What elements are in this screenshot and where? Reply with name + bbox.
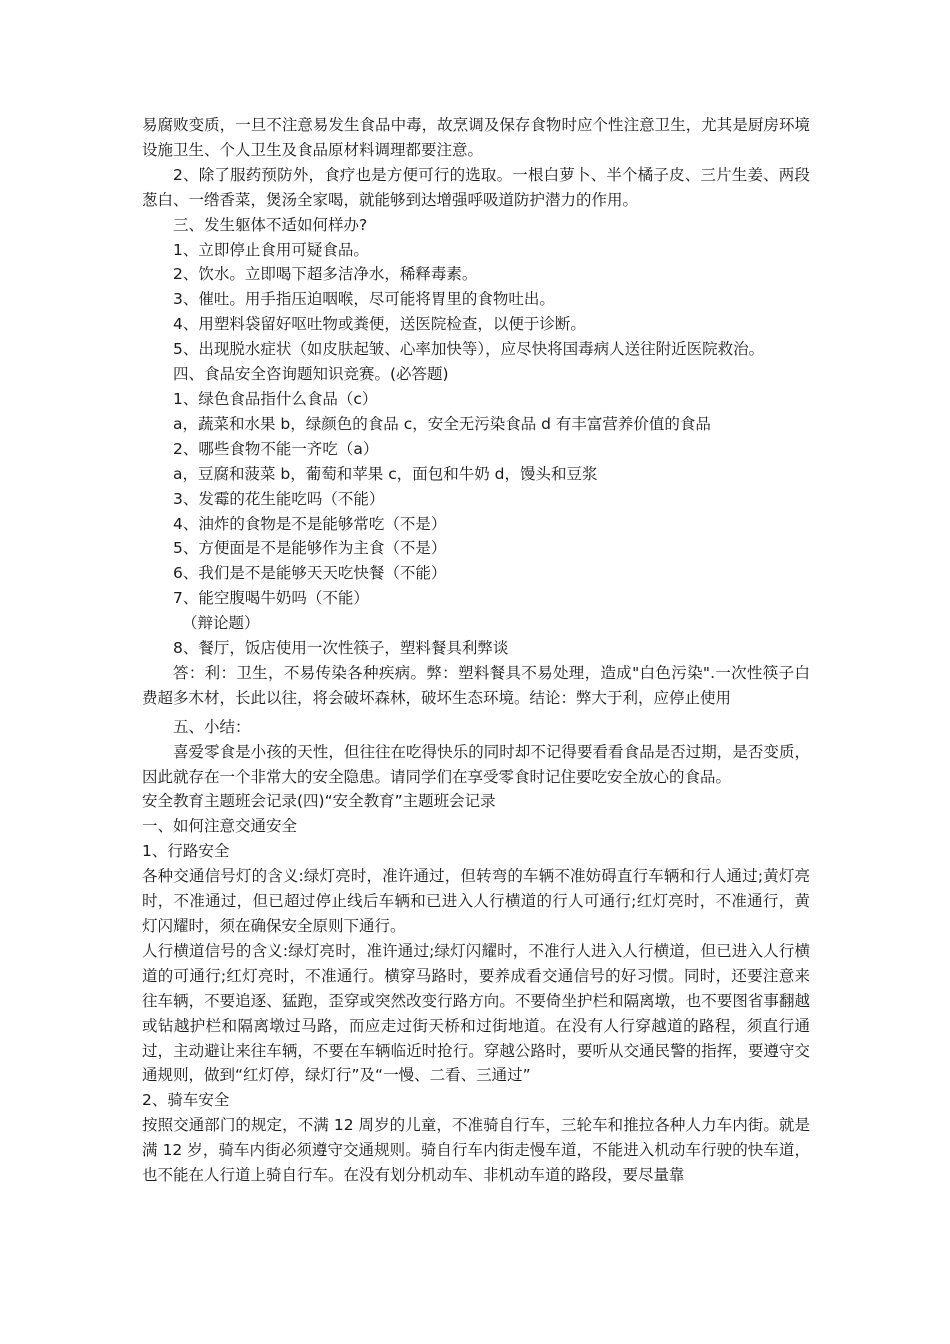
paragraph: 五、小结： <box>173 717 251 736</box>
paragraph: 喜爱零食是小孩的天性，但往往在吃得快乐的同时却不记得要看看食品是否过期，是否变质，因此就存在一个非常大的安全隐患。请同学们在享受零食时记住要吃安全放心的食品。 <box>142 742 810 786</box>
paragraph: 4、用塑料袋留好呕吐物或粪便，送医院检查，以便于诊断。 <box>173 315 586 334</box>
paragraph: a，豆腐和菠菜 b，葡萄和苹果 c，面包和牛奶 d，馒头和豆浆 <box>173 464 598 483</box>
paragraph: 2、骑车安全 <box>142 1091 230 1110</box>
paragraph: 2、哪些食物不能一齐吃（a） <box>173 439 379 458</box>
paragraph: （辩论题） <box>182 614 260 633</box>
paragraph: 答：利：卫生，不易传染各种疾病。弊：塑料餐具不易处理，造成"白色污染".一次性筷子白费超多木材，长此以往，将会破坏森林，破坏生态环境。结论：弊大于利，应停止使用 <box>142 663 810 707</box>
paragraph: 人行横道信号的含义:绿灯亮时，准许通过;绿灯闪耀时，不准行人进入人行横道，但已进入人行横道的可通行;红灯亮时，不准通行。横穿马路时，要养成看交通信号的好习惯。同时，还要注意来往车辆，不要追逐、猛跑，歪穿或突然改变行路方向。不要倚坐护栏和隔离墩，也不要图省事翻越或钻越护栏和隔离墩过马路，而应走过街天桥和过街地道。在没有人行穿越道的路程，须直行通过，主动避让来往车辆，不要在车辆临近时抢行。穿越公路时，要听从交通民警的指挥，要遵守交通规则，做到“红灯停，绿灯行”及“一慢、二看、三通过” <box>142 941 810 1085</box>
paragraph: 易腐败变质，一旦不注意易发生食品中毒，故烹调及保存食物时应个性注意卫生，尤其是厨房环境设施卫生、个人卫生及食品原材料调理都要注意。 <box>142 116 810 159</box>
document-body <box>142 113 810 1188</box>
paragraph: 1、行路安全 <box>142 842 230 861</box>
paragraph: 4、油炸的食物是不是能够常吃（不是） <box>173 514 447 533</box>
paragraph: 1、立即停止食用可疑食品。 <box>173 240 369 259</box>
paragraph: 5、出现脱水症状（如皮肤起皱、心率加快等），应尽快将国毒病人送往附近医院救治。 <box>173 340 765 359</box>
paragraph: 各种交通信号灯的含义:绿灯亮时，准许通过，但转弯的车辆不准妨碍直行车辆和行人通过;黄灯亮时，不准通过，但已超过停止线后车辆和已进入人行横道的行人可通行;红灯亮时，不准通行，黄灯闪耀时，须在确保安全原则下通行。 <box>142 867 810 935</box>
paragraph: 安全教育主题班会记录(四)“安全教育”主题班会记录 <box>142 792 496 811</box>
paragraph: 3、发霉的花生能吃吗（不能） <box>173 489 385 508</box>
paragraph: 6、我们是不是能够天天吃快餐（不能） <box>173 564 447 583</box>
paragraph: 三、发生躯体不适如何样办? <box>173 215 368 234</box>
paragraph: 7、能空腹喝牛奶吗（不能） <box>173 589 369 608</box>
paragraph: 2、除了服药预防外，食疗也是方便可行的选取。一根白萝卜、半个橘子皮、三片生姜、两段葱白、一绺香菜，煲汤全家喝，就能够到达增强呼吸道防护潜力的作用。 <box>142 165 810 209</box>
paragraph: 5、方便面是不是能够作为主食（不是） <box>173 539 447 558</box>
paragraph: 一、如何注意交通安全 <box>142 817 298 836</box>
paragraph: 3、催吐。用手指压迫咽喉，尽可能将胃里的食物吐出。 <box>173 290 555 309</box>
paragraph: 四、食品安全咨询题知识竞赛。(必答题) <box>173 365 449 384</box>
paragraph: 8、餐厅，饭店使用一次性筷子，塑料餐具利弊谈 <box>173 639 509 658</box>
paragraph: a，蔬菜和水果 b，绿颜色的食品 c，安全无污染食品 d 有丰富营养价值的食品 <box>173 414 711 433</box>
paragraph: 2、饮水。立即喝下超多洁净水，稀释毒素。 <box>173 265 478 284</box>
paragraph: 1、绿色食品指什么食品（c） <box>173 389 378 408</box>
paragraph: 按照交通部门的规定，不满 12 周岁的儿童，不准骑自行车，三轮车和推拉各种人力车内街。就是满 12 岁，骑车内街必须遵守交通规则。骑自行车内街走慢车道，不能进入机动车行驶的快车道，也不能在人行道上骑自行车。在没有划分机动车、非机动车道的路段，要尽量靠 <box>142 1116 810 1185</box>
